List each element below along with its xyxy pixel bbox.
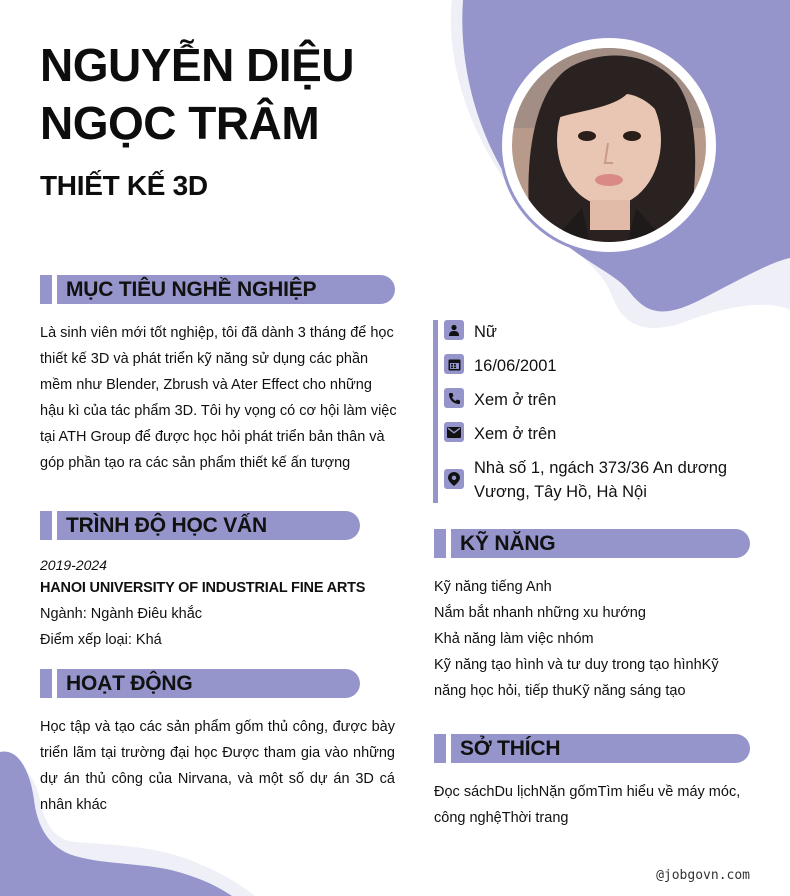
- avatar-photo-illustration: [512, 48, 706, 242]
- hobbies-text: Đọc sáchDu lịchNặn gốmTìm hiểu về máy móc, công nghệThời trang: [434, 784, 741, 826]
- birthday-value: 16/06/2001: [474, 357, 557, 375]
- watermark: @jobgovn.com: [656, 868, 750, 883]
- name-line-2: NGỌC TRÂM: [40, 97, 320, 149]
- section-header-skills: [434, 529, 750, 558]
- location-pin-icon: [444, 469, 464, 489]
- skills-list: [434, 574, 754, 704]
- avatar-frame: [502, 38, 716, 252]
- section-header-objective: [40, 275, 395, 304]
- activities-text: Học tập và tạo các sản phẩm gốm thủ công, được bày triển lãm tại trường đại học Được tham gia vào những dự án thủ công của Nirvana, và một số dự án 3D cá nhân khác: [40, 719, 395, 813]
- section-header-hobbies: [434, 734, 750, 763]
- section-title: KỸ NĂNG: [460, 532, 556, 555]
- candidate-name: [40, 36, 460, 152]
- address-value: Nhà số 1, ngách 373/36 An dương Vương, Tây Hồ, Hà Nội: [474, 459, 728, 501]
- section-title: HOẠT ĐỘNG: [66, 672, 193, 695]
- list-item: Kỹ năng tiếng Anh: [434, 579, 552, 595]
- section-title: MỤC TIÊU NGHỀ NGHIỆP: [66, 278, 317, 301]
- email-value: Xem ở trên: [474, 425, 557, 443]
- job-title: THIẾT KẾ 3D: [40, 170, 208, 201]
- education-major: Ngành: Ngành Điêu khắc: [40, 606, 203, 622]
- calendar-icon: [444, 354, 464, 374]
- contact-email: [444, 422, 754, 446]
- contact-address: [444, 456, 754, 504]
- section-header-education: [40, 511, 360, 540]
- gender-value: Nữ: [474, 323, 497, 341]
- mail-icon: [444, 422, 464, 442]
- section-title: TRÌNH ĐỘ HỌC VẤN: [66, 514, 267, 537]
- education-grade: Điểm xếp loại: Khá: [40, 632, 162, 648]
- list-item: Khả năng làm việc nhóm: [434, 631, 594, 647]
- header-gap: [52, 511, 57, 540]
- contact-accent-bar: [433, 320, 438, 503]
- header-gap: [446, 734, 451, 763]
- section-title: SỞ THÍCH: [460, 737, 561, 760]
- contact-phone: [444, 388, 754, 412]
- list-item: Kỹ năng tạo hình và tư duy trong tạo hìnhKỹ năng học hỏi, tiếp thuKỹ năng sáng tạo: [434, 657, 719, 699]
- header-gap: [446, 529, 451, 558]
- person-icon: [444, 320, 464, 340]
- education-years: 2019-2024: [40, 557, 107, 573]
- contact-birthday: [444, 354, 754, 378]
- education-school: HANOI UNIVERSITY OF INDUSTRIAL FINE ARTS: [40, 580, 366, 596]
- section-header-activities: [40, 669, 360, 698]
- avatar: [512, 48, 706, 242]
- phone-icon: [444, 388, 464, 408]
- header-gap: [52, 275, 57, 304]
- phone-value: Xem ở trên: [474, 391, 557, 409]
- objective-text: Là sinh viên mới tốt nghiệp, tôi đã dành 3 tháng để học thiết kế 3D và phát triển kỹ năng sử dụng các phần mềm như Blender, Zbrush và Ater Effect cho những hậu kì của tác phẩm 3D. Tôi hy vọng có cơ hội làm việc tại ATH Group để được học hỏi phát triển bản thân và góp phần tạo ra các sản phẩm thiết kế ấn tượng: [40, 325, 397, 471]
- list-item: Nắm bắt nhanh những xu hướng: [434, 605, 646, 621]
- name-line-1: NGUYỄN DIỆU: [40, 39, 354, 91]
- contact-gender: [444, 320, 754, 344]
- header-gap: [52, 669, 57, 698]
